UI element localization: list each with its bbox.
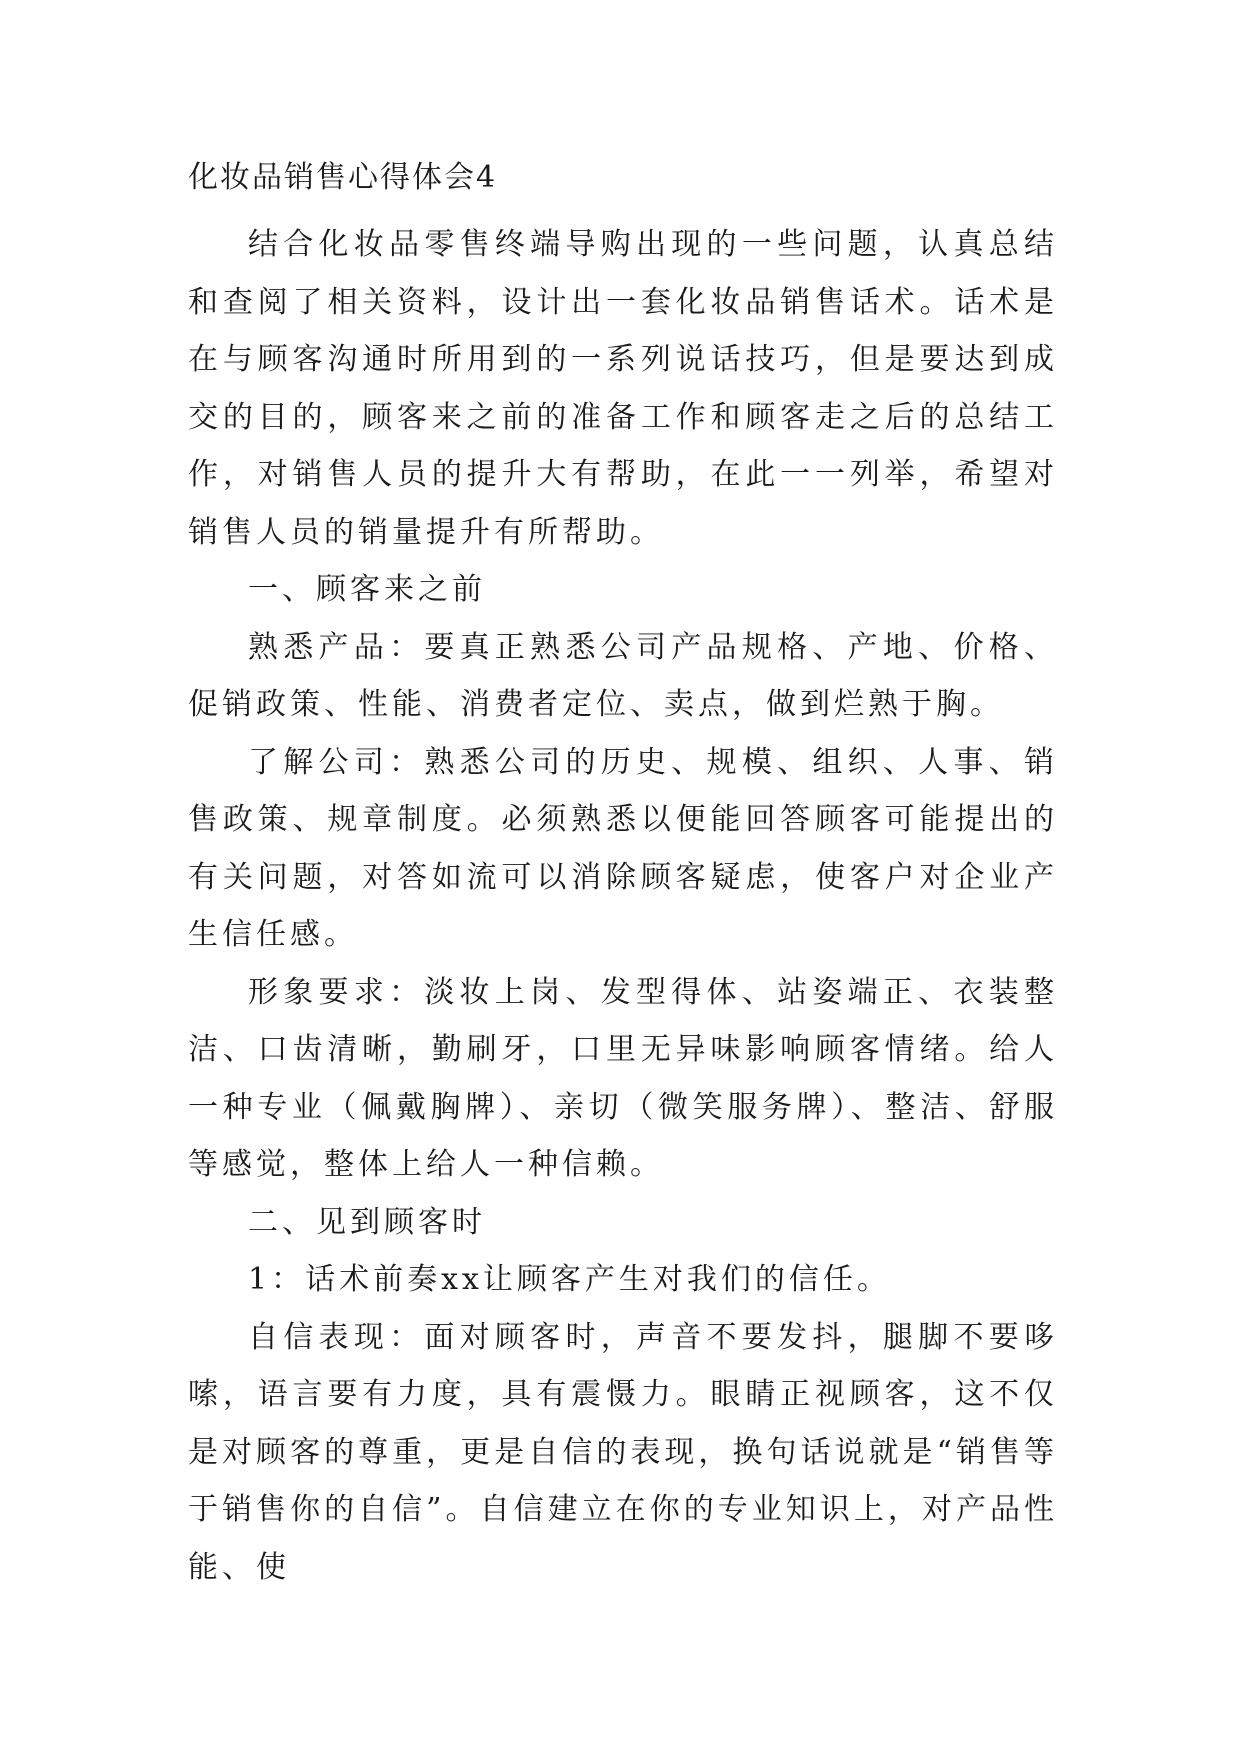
paragraph-prelude: 1：话术前奏xx让顾客产生对我们的信任。 (248, 1262, 891, 1297)
document-title: 化妆品销售心得体会4 (188, 160, 498, 195)
paragraph-know-products: 熟悉产品：要真正熟悉公司产品规格、产地、价格、促销政策、性能、消费者定位、卖点，做到烂熟于胸。 (188, 629, 1058, 722)
paragraph-know-company: 了解公司：熟悉公司的历史、规模、组织、人事、销售政策、规章制度。必须熟悉以便能回答顾客可能提出的有关问题，对答如流可以消除顾客疑虑，使客户对企业产生信任感。 (188, 744, 1058, 952)
paragraph-intro: 结合化妆品零售终端导购出现的一些问题，认真总结和查阅了相关资料，设计出一套化妆品销售话术。话术是在与顾客沟通时所用到的一系列说话技巧，但是要达到成交的目的，顾客来之前的准备工作和顾客走之后的总结工作，对销售人员的提升大有帮助，在此一一列举，希望对销售人员的销量提升有所帮助。 (188, 227, 1058, 550)
section-heading-meeting-customer: 二、见到顾客时 (248, 1204, 486, 1240)
document-page (188, 158, 1058, 1596)
section-heading-before-customer: 一、顾客来之前 (248, 572, 486, 607)
paragraph-confidence: 自信表现：面对顾客时，声音不要发抖，腿脚不要哆嗦，语言要有力度，具有震慑力。眼睛正视顾客，这不仅是对顾客的尊重，更是自信的表现，换句话说就是“销售等于销售你的自信”。自信建立在你的专业知识上，对产品性能、使 (188, 1319, 1058, 1585)
paragraph-appearance: 形象要求：淡妆上岗、发型得体、站姿端正、衣装整洁、口齿清晰，勤刷牙，口里无异味影响顾客情绪。给人一种专业（佩戴胸牌）、亲切（微笑服务牌）、整洁、舒服等感觉，整体上给人一种信赖。 (188, 974, 1058, 1182)
